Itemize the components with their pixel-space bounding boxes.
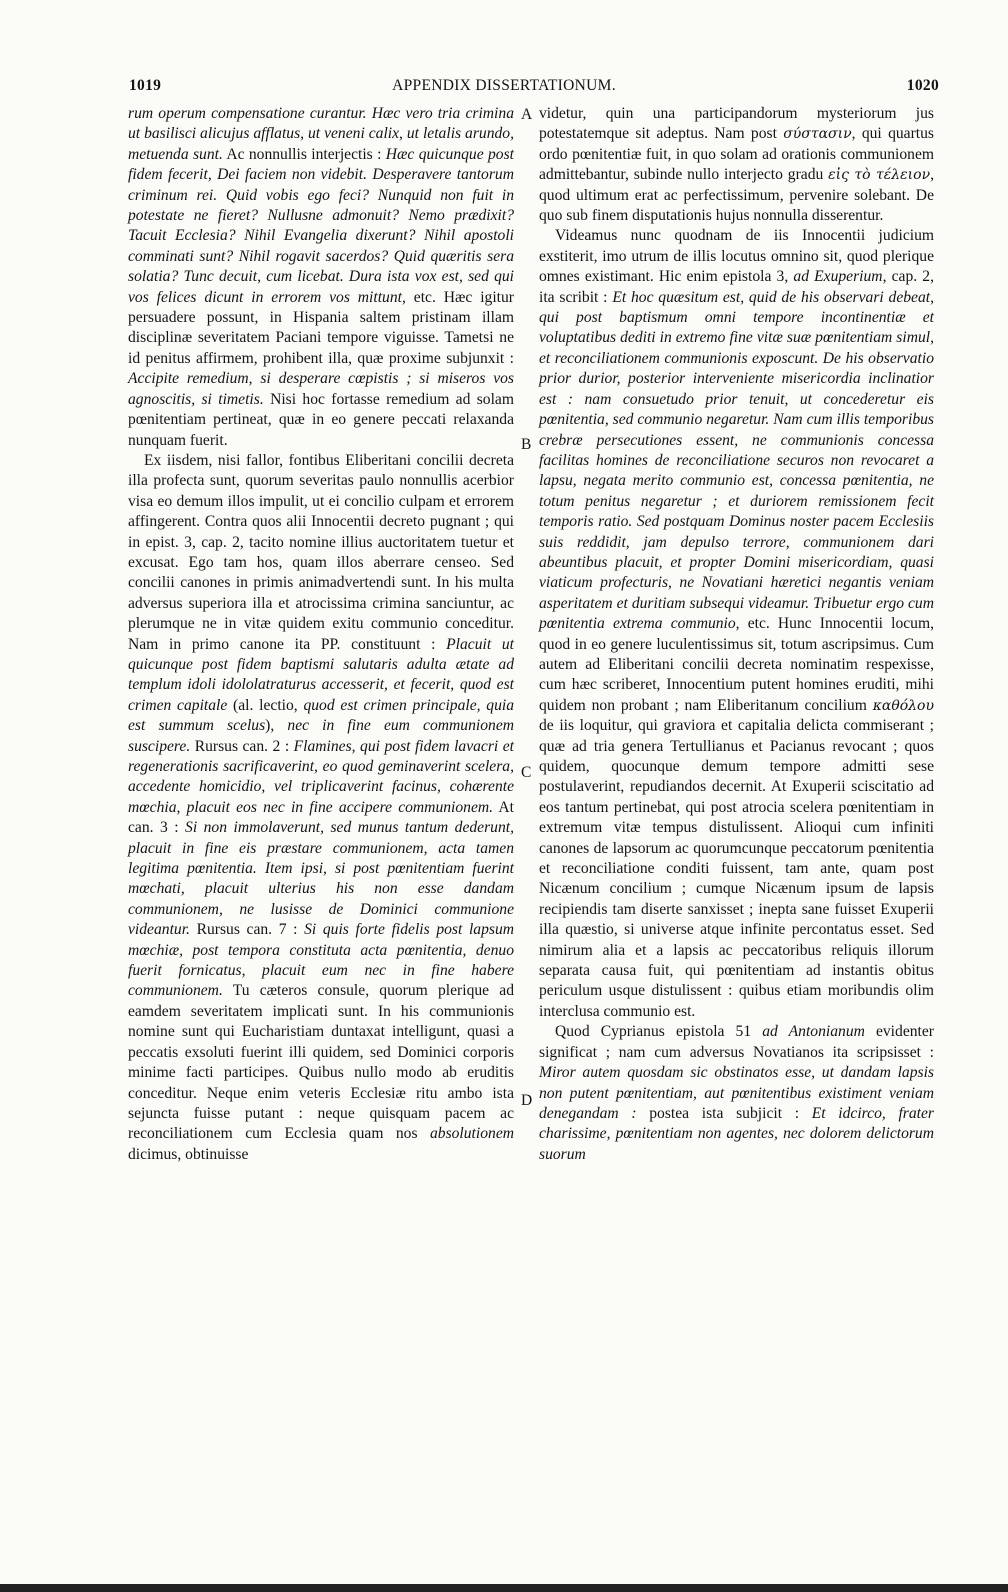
margin-marker-a: A [521, 106, 533, 123]
margin-marker-b: B [521, 436, 532, 453]
margin-marker-d: D [521, 1092, 533, 1109]
paragraph: rum operum compensatione curantur. Hæc vero tria crimina ut basilisci alicujus afflatus, ut veneni calix, ut letalis arundo, metuenda sunt. Ac nonnullis interjectis : Hæc quicunque post fidem fecerit, Dei faciem non videbit. Desperavere tantorum criminum rei. Quid vobis ego feci? Nunquid non fuit in potestate ne fieret? Nullusne admonuit? Nemo prædixit? Tacuit Ecclesia? Nihil Evangelia dixerunt? Nihil apostoli comminati sunt? Nihil rogavit sacerdos? Quid quæritis sera solatia? Tunc decuit, cum licebat. Dura ista vox est, sed qui vos felices dicunt in errorem vos mittunt, etc. Hæc igitur persuadere possunt, in Hispania saltem pristinam illam disciplinæ severitatem Paciani tempore viguisse. Tametsi ne id penitus affirmem, prohibent illa, quæ proxime subjunxit : Accipite remedium, si desperare cœpistis ; si miseros vos agnoscitis, si timetis. Nisi hoc fortasse remedium ad solam pœnitentiam pertineat, quæ in eo genere peccati relaxanda nunquam fuerit. [128, 105, 515, 449]
left-column [128, 104, 514, 1165]
running-header [0, 77, 1008, 99]
paragraph: videtur, quin una participandorum mysteriorum jus potestatemque sit adeptus. Nam post σύστασιν, qui quartus ordo pœnitentiæ fuit, in quo solam ad orationis communionem admittebantur, subinde nullo interjecto gradu εἰς τὸ τέλειον, quod ultimum erat ac perfectissimum, pervenire solebant. De quo sub finem disputationis hujus nonnulla disserentur. [539, 105, 934, 225]
paragraph: Ex iisdem, nisi fallor, fontibus Eliberitani concilii decreta illa profecta sunt, quorum severitas paulo nonnullis acerbior visa eo demum illos impulit, ut ei concilio culpam et errorem affingerent. Contra quos alii Innocentii decreto pugnant ; qui in epist. 3, cap. 2, tacito nomine illius auctoritatem tuetur et excusat. Ego tam hos, quam illos aberrare censeo. Sed concilii canones in primis animadvertendi sunt. In his multa adversus superiora illa et atrocissima crimina sanciuntur, ac plerumque ne in vitæ quidem exitu communio conceditur. Nam in primo canone ita PP. constituunt : Placuit ut quicunque post fidem baptismi salutaris adulta ætate ad templum idoli idololatraturus accesserit, et fecerit, quod est crimen capitale (al. lectio, quod est crimen principale, quia est summum scelus), nec in fine eum communionem suscipere. Rursus can. 2 : Flamines, qui post fidem lavacri et regenerationis sacrificaverint, eo quod geminaverint scelera, accedente homicidio, vel triplicaverint facinus, cohærente mœchia, placuit eos nec in fine accipere communionem. At can. 3 : Si non immolaverunt, sed munus tantum dederunt, placuit in fine eis præstare communionem, acta tamen legitima pœnitentia. Item ipsi, si post pœnitentiam fuerint mœchati, placuit ulterius his non esse dandam communionem, ne lusisse de Dominici communione videantur. Rursus can. 7 : Si quis forte fidelis post lapsum mœchiæ, post tempora constituta acta pœnitentia, denuo fuerit fornicatus, placuit eum nec in fine habere communionem. Tu cæteros consule, quorum plerique ad eamdem severitatem implicati sunt. In his communionis nomine sunt qui Eucharistiam duntaxat intelligunt, quasi a peccatis exsoluti fuerint illi quidem, sed Dominici corporis minime facti participes. Quibus nullo modo ab eruditis conceditur. Neque enim veteris Ecclesiæ ritu ambo ista sejuncta fuisse putant : neque quisquam pacem ac reconciliationem cum Ecclesia quam nos absolutionem dicimus, obtinuisse [128, 451, 515, 1163]
paragraph: Videamus nunc quodnam de iis Innocentii judicium exstiterit, imo utrum de illis locutus omnino sit, quod plerique omnes existimant. Hic enim epistola 3, ad Exuperium, cap. 2, ita scribit : Et hoc quæsitum est, quid de his observari debeat, qui post baptismum omni tempore incontinentiæ et voluptatibus dediti in extremo fine vitæ suæ pœnitentiam simul, et reconciliationem communionis exposcunt. De his observatio prior durior, posterior interveniente misericordia inclinatior est : nam consuetudo prior tenuit, ut concederetur eis pœnitentia, sed communio negaretur. Nam cum illis temporibus crebræ persecutiones essent, ne communionis concessa facilitas homines de reconciliatione securos non revocaret a lapsu, negata merito communio est, concessa pœnitentia, ne totum penitus negaretur ; et duriorem remissionem fecit temporis ratio. Sed postquam Dominus noster pacem Ecclesiis suis reddidit, jam depulso terrore, communionem dari abeuntibus placuit, et propter Domini misericordiam, quasi viaticum profecturis, ne Novatiani hæretici negantis veniam asperitatem et duritiam subsequi videamur. Tribuetur ergo cum pœnitentia extrema communio, etc. Hunc Innocentii locum, quod in eo genere luculentissimus sit, totum ascripsimus. Cum autem ad Eliberitani concilii decreta nominatim respexisse, cum hæc scriberet, Innocentium putent homines eruditi, mihi quidem non probant ; nam Eliberitanum concilium καθόλου de iis loquitur, qui graviora et capitalia delicta commiserant ; quæ ad tria genera Tertullianus et Pacianus revocant ; quos quidem, quocunque demum tempore admitti sese postulaverint, repudiandos decernit. At Exuperii sciscitatio ad eos tantum pertinebat, qui post atrocia scelera pœnitentiam in extremum vitæ tempus distulissent. Alioqui cum infiniti canones de lapsorum ac quorumcunque peccatorum pœnitentia et reconciliatione conditi fuissent, tam ante, quam post Nicænum concilium ; cumque Nicænum ipsum de lapsis recipiendis tam diserte sanxisset ; inepta sane fuisset Exuperii illa quæstio, si universe atque infinite percontatus esset. Sed nimirum alia et a lapsis ac peccatoribus reliquis illorum separata causa fuit, qui pœnitentiam ad instantis obitus periculum usque distulissent : quibus etiam moribundis olim interclusa communio est. [539, 227, 934, 1020]
paragraph: Quod Cyprianus epistola 51 ad Antonianum evidenter significat ; nam cum adversus Novatianos ita scripsisset : Miror autem quosdam sic obstinatos esse, ut dandam lapsis non putent pœnitentiam, aut pœnitentibus existiment veniam denegandam : postea ista subjicit : Et idcirco, frater charissime, pœnitentiam non agentes, nec dolorem delictorum suorum [539, 1023, 934, 1163]
page-number-right: 1020 [906, 77, 939, 94]
running-title: APPENDIX DISSERTATIONUM. [392, 77, 616, 94]
page-number-left: 1019 [129, 77, 162, 94]
right-column [539, 104, 934, 1165]
bottom-border [0, 1584, 1008, 1592]
margin-marker-c: C [521, 764, 532, 781]
